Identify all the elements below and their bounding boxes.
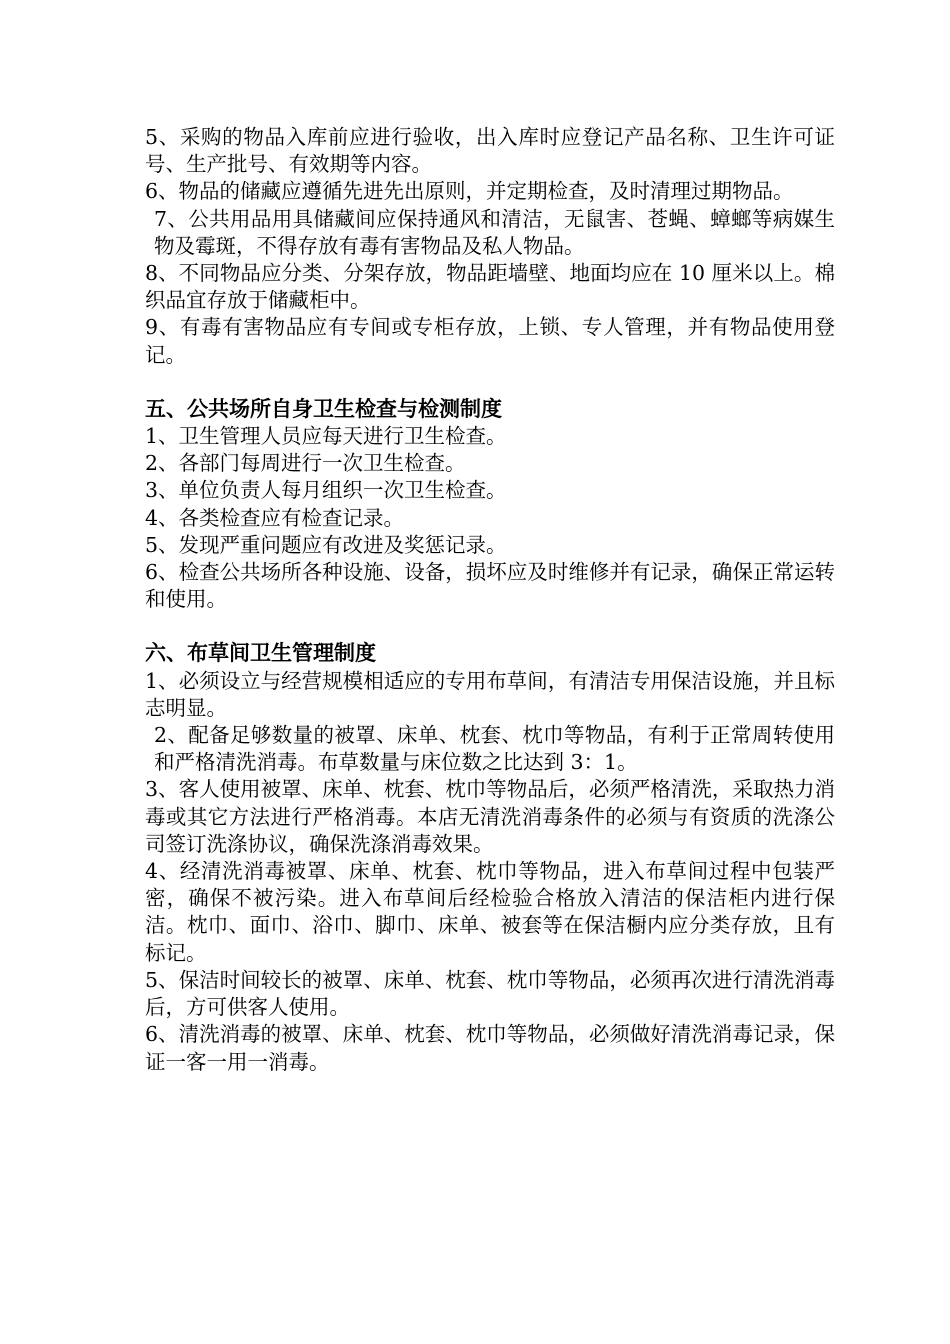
section-storage-continued	[145, 124, 835, 369]
paragraph: 1、必须设立与经营规模相适应的专用布草间，有清洁专用保洁设施，并且标志明显。	[145, 668, 835, 720]
section-linen-room	[145, 640, 835, 1075]
section-self-inspection	[145, 396, 835, 614]
paragraph: 8、不同物品应分类、分架存放，物品距墙壁、地面均应在 10 厘米以上。棉织品宜存放于储藏柜中。	[145, 261, 835, 313]
paragraph: 7、公共用品用具储藏间应保持通风和清洁，无鼠害、苍蝇、蟑螂等病媒生物及霉斑，不得存放有毒有害物品及私人物品。	[154, 206, 835, 258]
section-heading: 五、公共场所自身卫生检查与检测制度	[145, 396, 502, 421]
paragraph: 4、经清洗消毒被罩、床单、枕套、枕巾等物品，进入布草间过程中包装严密，确保不被污染。进入布草间后经检验合格放入清洁的保洁柜内进行保洁。枕巾、面巾、浴巾、脚巾、床单、被套等在保洁橱内应分类存放，且有标记。	[145, 859, 835, 965]
paragraph: 6、物品的储藏应遵循先进先出原则，并定期检查，及时清理过期物品。	[145, 179, 794, 204]
document-page	[145, 124, 835, 1076]
paragraph: 9、有毒有害物品应有专间或专柜存放，上锁、专人管理，并有物品使用登记。	[145, 315, 835, 367]
paragraph: 4、各类检查应有检查记录。	[145, 505, 405, 530]
paragraph: 3、单位负责人每月组织一次卫生检查。	[145, 478, 507, 503]
section-heading: 六、布草间卫生管理制度	[145, 641, 376, 666]
paragraph: 3、客人使用被罩、床单、枕套、枕巾等物品后，必须严格清洗，采取热力消毒或其它方法进行严格消毒。本店无清洗消毒条件的必须与有资质的洗涤公司签订洗涤协议，确保洗涤消毒效果。	[145, 777, 835, 856]
paragraph: 1、卫生管理人员应每天进行卫生检查。	[145, 424, 507, 449]
paragraph: 5、保洁时间较长的被罩、床单、枕套、枕巾等物品，必须再次进行清洗消毒后，方可供客人使用。	[145, 967, 835, 1020]
paragraph: 5、发现严重问题应有改进及奖惩记录。	[145, 532, 507, 557]
paragraph: 6、检查公共场所各种设施、设备，损坏应及时维修并有记录，确保正常运转和使用。	[145, 560, 835, 612]
paragraph: 6、清洗消毒的被罩、床单、枕套、枕巾等物品，必须做好清洗消毒记录，保证一客一用一消毒。	[145, 1022, 835, 1074]
paragraph: 2、各部门每周进行一次卫生检查。	[145, 451, 466, 476]
paragraph: 5、采购的物品入库前应进行验收，出入库时应登记产品名称、卫生许可证号、生产批号、有效期等内容。	[145, 125, 835, 177]
paragraph: 2、配备足够数量的被罩、床单、枕套、枕巾等物品，有利于正常周转使用和严格清洗消毒。布草数量与床位数之比达到 3：1。	[154, 723, 835, 775]
